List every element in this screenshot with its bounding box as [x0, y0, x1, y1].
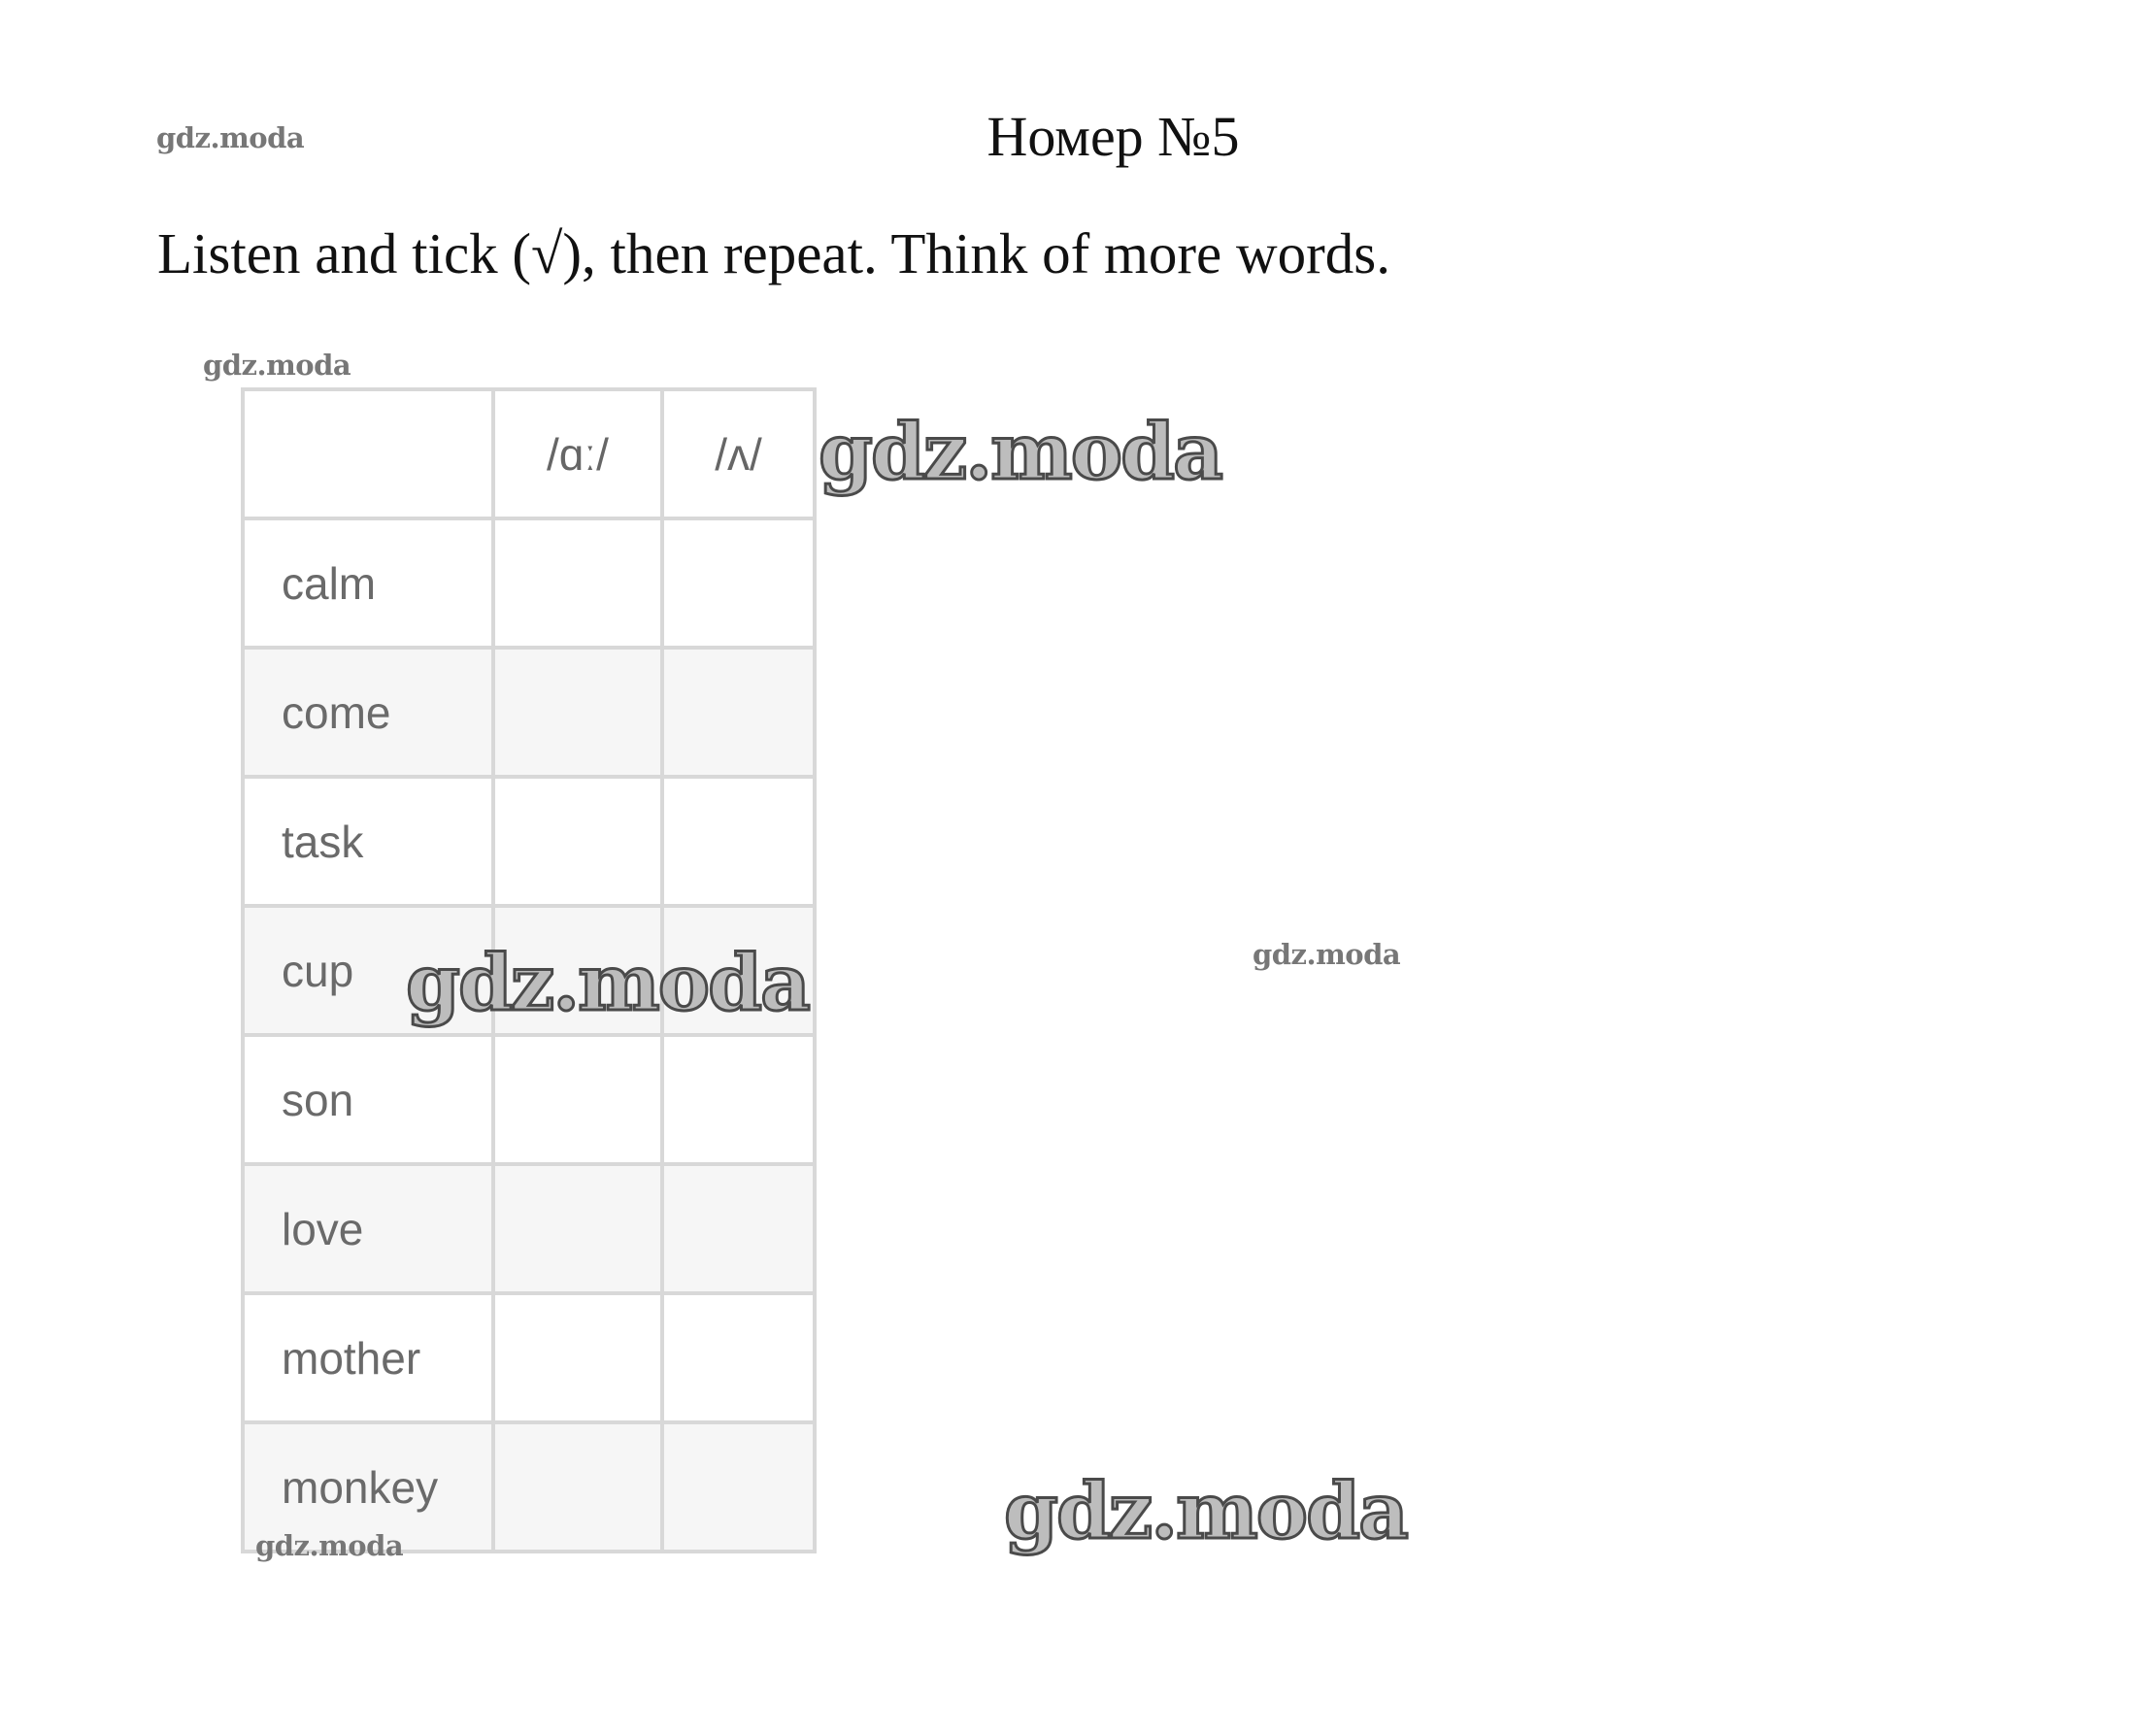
table-row-word: come	[243, 648, 493, 777]
tick-cell-long-a[interactable]	[493, 648, 662, 777]
tick-cell-long-a[interactable]	[493, 777, 662, 906]
watermark: gdz.moda	[1253, 938, 1401, 971]
tick-cell-long-a[interactable]	[493, 1422, 662, 1552]
table-header-short-u: /ʌ/	[662, 389, 815, 518]
watermark: gdz.moda	[819, 406, 1221, 497]
tick-cell-short-u[interactable]	[662, 1293, 815, 1422]
tick-cell-short-u[interactable]	[662, 777, 815, 906]
table-header-row	[243, 389, 815, 518]
table-row-word: calm	[243, 518, 493, 648]
tick-cell-short-u[interactable]	[662, 1422, 815, 1552]
tick-cell-short-u[interactable]	[662, 648, 815, 777]
table-row-word: task	[243, 777, 493, 906]
tick-cell-short-u[interactable]	[662, 1035, 815, 1164]
page-title: Номер №5	[986, 105, 1240, 168]
tick-cell-long-a[interactable]	[493, 1164, 662, 1293]
table-row-word: son	[243, 1035, 493, 1164]
table-row-word: love	[243, 1164, 493, 1293]
watermark: gdz.moda	[203, 349, 351, 382]
table-row	[243, 1293, 815, 1422]
tick-cell-long-a[interactable]	[493, 1035, 662, 1164]
table-row	[243, 518, 815, 648]
exercise-instruction: Listen and tick (√), then repeat. Think of more words.	[157, 221, 1390, 285]
table-row	[243, 648, 815, 777]
watermark: gdz.moda	[255, 1529, 404, 1562]
tick-cell-short-u[interactable]	[662, 518, 815, 648]
table-header-long-a: /ɑː/	[493, 389, 662, 518]
table-header-word	[243, 389, 493, 518]
table-row-word: mother	[243, 1293, 493, 1422]
table-row-word: cup	[243, 906, 493, 1035]
table-row	[243, 777, 815, 906]
table-row-word: monkey	[243, 1422, 493, 1552]
tick-cell-long-a[interactable]	[493, 518, 662, 648]
watermark: gdz.moda	[406, 937, 809, 1028]
tick-cell-long-a[interactable]	[493, 1293, 662, 1422]
tick-cell-short-u[interactable]	[662, 1164, 815, 1293]
table-row	[243, 1164, 815, 1293]
watermark: gdz.moda	[1004, 1465, 1407, 1556]
table-row	[243, 1035, 815, 1164]
watermark: gdz.moda	[156, 121, 305, 154]
